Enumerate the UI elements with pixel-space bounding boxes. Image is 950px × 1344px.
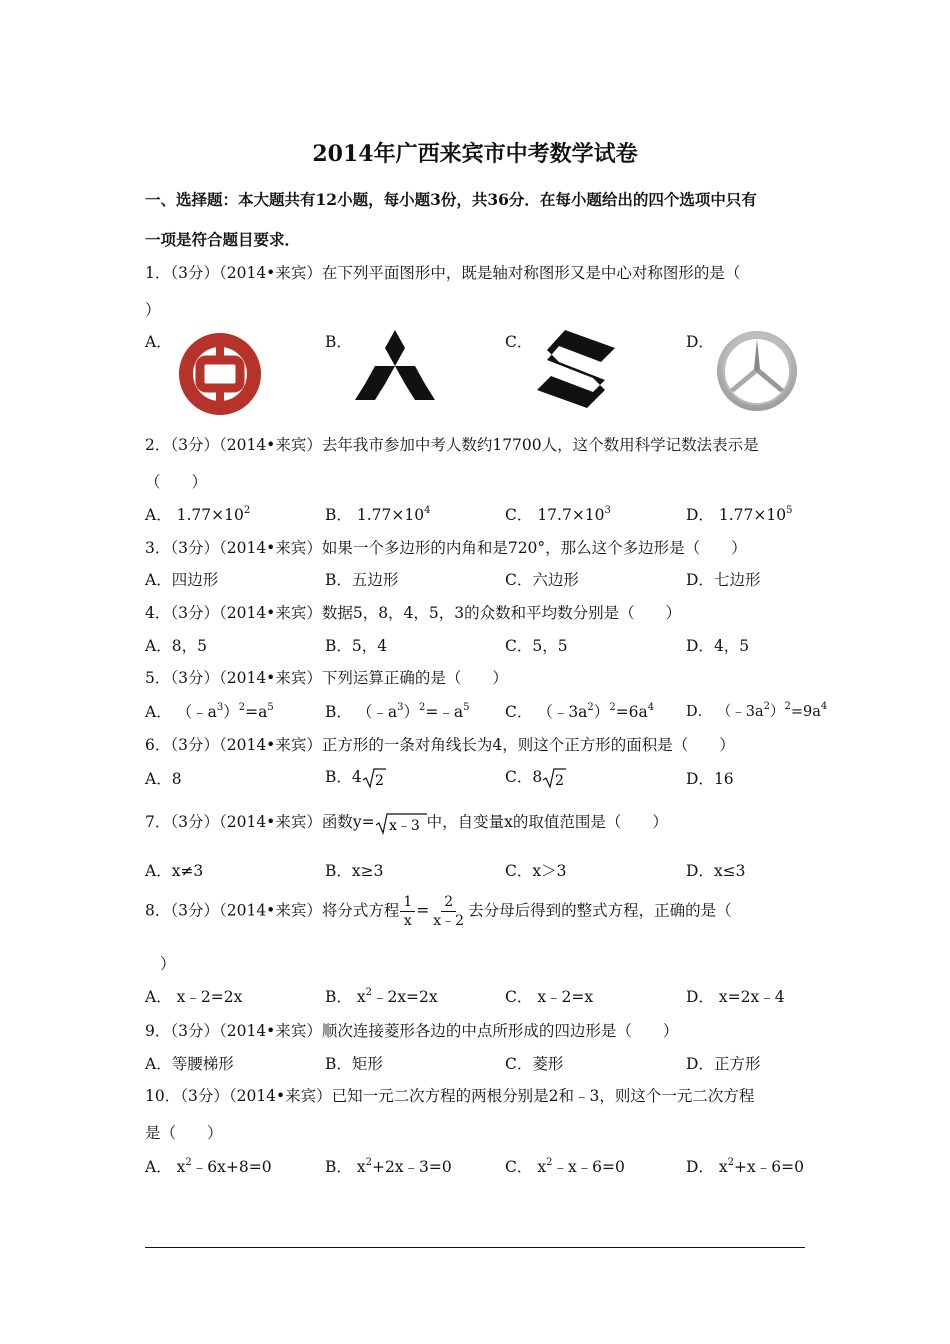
option-a: A．x≠3	[145, 862, 204, 880]
page-title: 2014年广西来宾市中考数学试卷	[312, 141, 638, 167]
option-b: B．五边形	[325, 571, 399, 589]
radicand: x﹣3	[388, 818, 420, 834]
option-d: D．4，5	[686, 637, 750, 655]
option-d: D．x≤3	[686, 862, 746, 880]
sqrt-sign	[542, 767, 566, 789]
option-b: B．矩形	[325, 1055, 383, 1073]
option-c: C．5，5	[505, 637, 568, 655]
question-3: 3．（3分）（2014•来宾）如果一个多边形的内角和是720°，那么这个多边形是（ ）	[145, 539, 747, 557]
question-1: 1．（3分）（2014•来宾）在下列平面图形中，既是轴对称图形又是中心对称图形的是（	[145, 264, 741, 282]
option-c: C． x﹣2=x	[505, 988, 594, 1006]
option-d: D．正方形	[686, 1055, 761, 1073]
option-a: A． $x^2﹣6x+8=0$	[145, 1157, 272, 1176]
option-d-label: D．	[686, 333, 714, 351]
suzuki-logo	[535, 328, 617, 410]
option-b-label: B．	[325, 333, 352, 351]
option-a: A． $(﹣a^3)^2=a^5$	[145, 702, 274, 721]
question-2: 2．（3分）（2014•来宾）去年我市参加中考人数约17700人，这个数用科学记数法表示是	[145, 436, 759, 454]
option-d: D． $1.77\times 10^5$	[686, 505, 793, 524]
question-10: 10．（3分）（2014•来宾）已知一元二次方程的两根分别是2和﹣3，则这个一元二次方程	[145, 1087, 755, 1105]
question-6: 6．（3分）（2014•来宾）正方形的一条对角线长为4，则这个正方形的面积是（ ）	[145, 736, 735, 754]
fraction-2: $\frac{2}{x﹣2}$	[433, 894, 465, 929]
fraction-1: $\frac{1}{x}$	[400, 893, 415, 930]
question-8-cont: ）	[160, 955, 176, 973]
question-4: 4．（3分）（2014•来宾）数据5，8，4，5，3的众数和平均数分别是（ ）	[145, 604, 682, 622]
bank-of-china-logo	[176, 330, 264, 418]
option-c: C．六边形	[505, 571, 579, 589]
question-2-cont: （ ）	[145, 473, 208, 491]
question-1-cont: ）	[145, 301, 161, 319]
section-heading-line1: 一、选择题：本大题共有12小题，每小题3份，共36分．在每小题给出的四个选项中只有	[145, 190, 757, 209]
mercedes-logo	[714, 328, 800, 414]
option-a: A．8，5	[145, 637, 207, 655]
question-5: 5．（3分）（2014•来宾）下列运算正确的是（ ）	[145, 669, 508, 687]
option-b: B． $x^2﹣2x=2x$	[325, 987, 438, 1006]
mitsubishi-logo	[355, 328, 435, 400]
option-b: B．4 2	[325, 765, 386, 789]
option-d: D． $x^2+x﹣6=0$	[686, 1157, 804, 1176]
option-b: B． $1.77\times 10^4$	[325, 505, 431, 524]
question-8: 8．（3分）（2014•来宾）将分式方程 $\frac{1}{x}$ = $\frac{2}{x﹣2}$ 去分母后得到的整式方程，正确的是（	[145, 894, 732, 929]
question-7: 7．（3分）（2014•来宾）函数y= x﹣3 中，自变量x的取值范围是（ ）	[145, 813, 668, 834]
radicand: 2	[374, 773, 384, 789]
option-d: D．七边形	[686, 571, 761, 589]
sqrt-sign	[362, 767, 386, 789]
option-c: C．菱形	[505, 1055, 564, 1073]
section-heading-line2: 一项是符合题目要求．	[145, 230, 301, 249]
option-a-label: A．	[145, 333, 172, 351]
option-d: D． x=2x﹣4	[686, 988, 785, 1006]
question-9: 9．（3分）（2014•来宾）顺次连接菱形各边的中点所形成的四边形是（ ）	[145, 1022, 679, 1040]
option-a: A． $1.77\times 10^2$	[145, 505, 251, 524]
option-c: C．8 2	[505, 765, 566, 789]
option-a: A．四边形	[145, 571, 219, 589]
option-c: C．x＞3	[505, 862, 567, 880]
sqrt-sign	[375, 811, 427, 835]
option-c: C． $x^2﹣x﹣6=0$	[505, 1157, 625, 1176]
option-b: B． $(﹣a^3)^2=﹣a^5$	[325, 702, 470, 721]
option-b: B． $x^2+2x﹣3=0$	[325, 1157, 452, 1176]
option-a: A．等腰梯形	[145, 1055, 234, 1073]
radicand: 2	[555, 773, 565, 789]
option-d: D． $(﹣3a^2)^2=9a^4$	[686, 701, 828, 720]
option-c: C． $17.7\times 10^3$	[505, 505, 611, 524]
option-c-label: C．	[505, 333, 533, 351]
option-b: B．x≥3	[325, 862, 384, 880]
option-d: D．16	[686, 770, 734, 788]
option-b: B．5，4	[325, 637, 388, 655]
option-c: C． $(﹣3a^2)^2=6a^4$	[505, 702, 655, 721]
question-10-cont: 是（ ）	[145, 1124, 223, 1142]
footer-divider	[145, 1247, 805, 1248]
option-a: A．8	[145, 770, 182, 788]
option-a: A． x﹣2=2x	[145, 988, 243, 1006]
